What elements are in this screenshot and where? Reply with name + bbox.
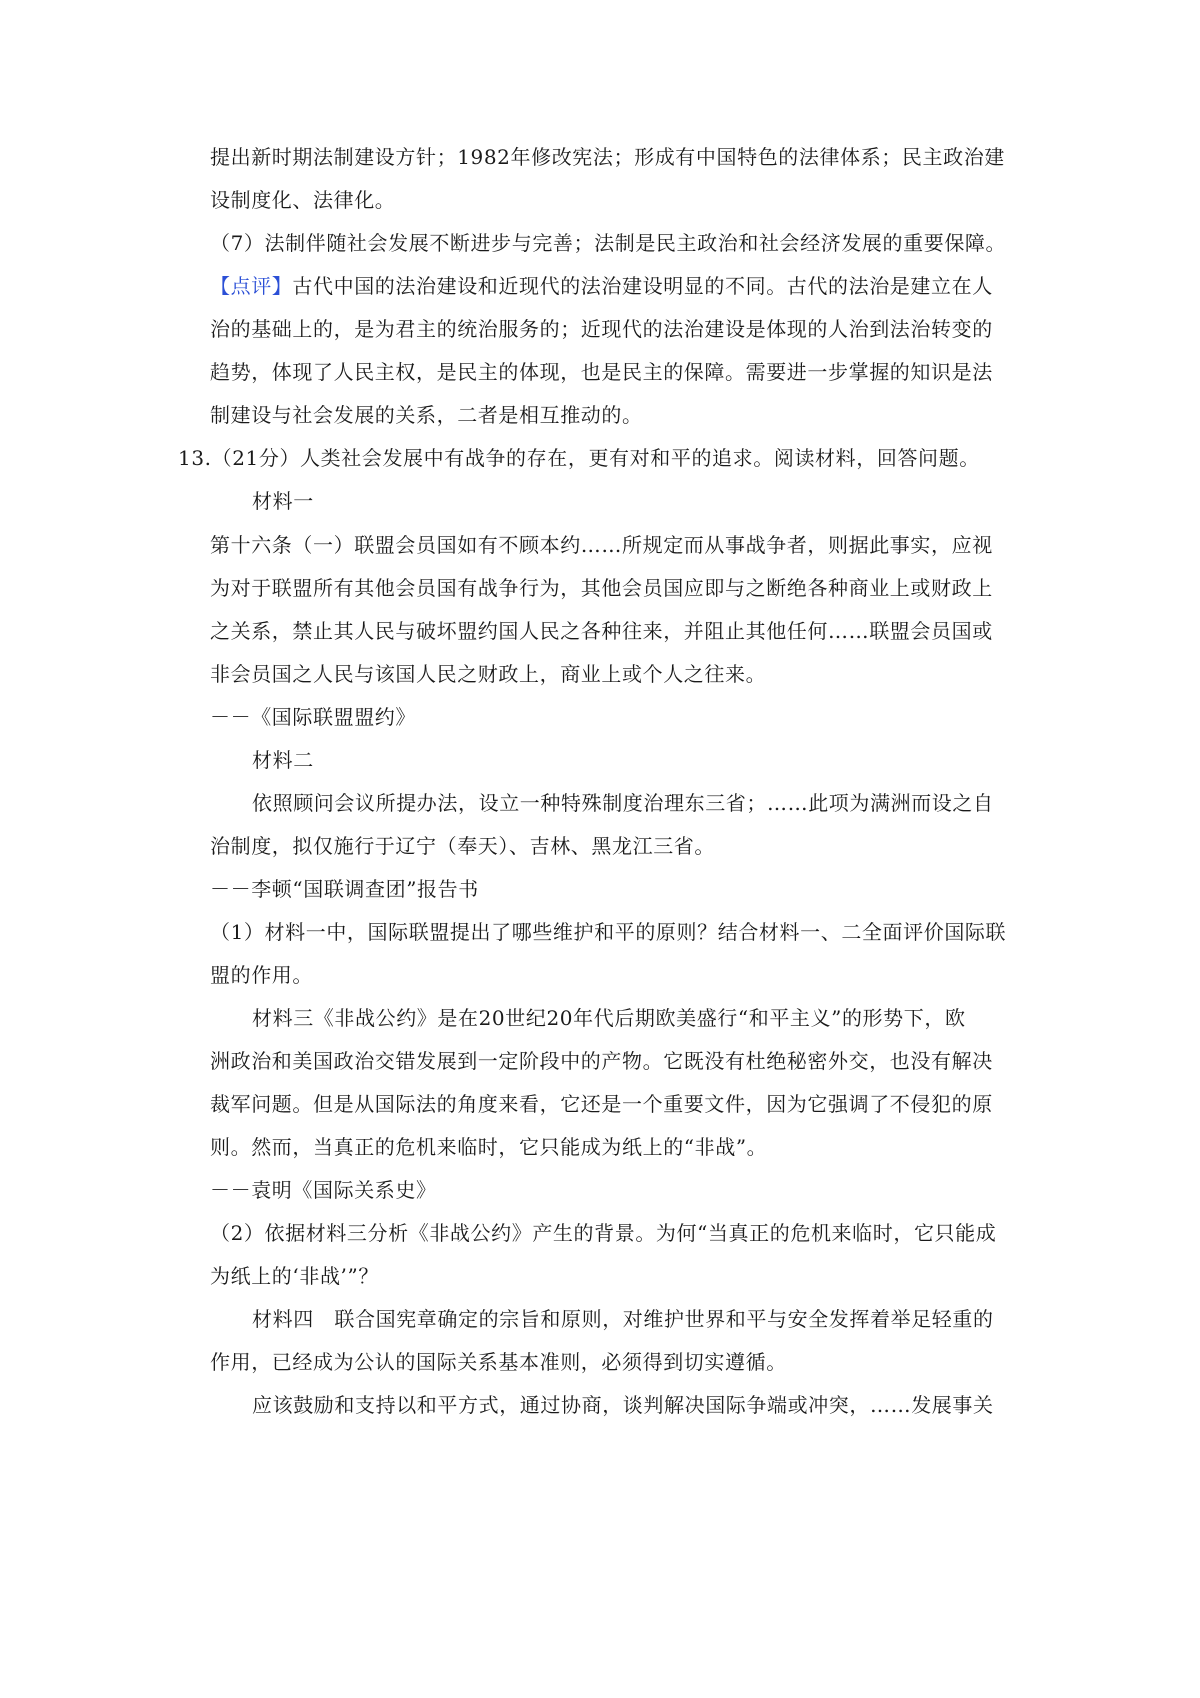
- material-3-line-3: 裁军问题。但是从国际法的角度来看，它还是一个重要文件，因为它强调了不侵犯的原: [210, 1092, 993, 1116]
- material-4-line-1: 材料四 联合国宪章确定的宗旨和原则，对维护世界和平与安全发挥着举足轻重的: [252, 1307, 994, 1331]
- material-3-line-2: 洲政治和美国政治交错发展到一定阶段中的产物。它既没有杜绝秘密外交，也没有解决: [210, 1049, 993, 1073]
- comment-line-2: 治的基础上的，是为君主的统治服务的；近现代的法治建设是体现的人治到法治转变的: [210, 317, 993, 341]
- sub-question-1-line-2: 盟的作用。: [210, 963, 313, 987]
- material-2-line-1: 依照顾问会议所提办法，设立一种特殊制度治理东三省；……此项为满洲而设之自: [252, 791, 994, 815]
- material-3-line-1: 材料三《非战公约》是在20世纪20年代后期欧美盛行“和平主义”的形势下，欧: [252, 1006, 966, 1030]
- material-3-line-4: 则。然而，当真正的危机来临时，它只能成为纸上的“非战”。: [210, 1135, 768, 1159]
- question-13-title: 13.（21分）人类社会发展中有战争的存在，更有对和平的追求。阅读材料，回答问题。: [178, 446, 980, 470]
- material-1-label: 材料一: [252, 489, 314, 513]
- material-3-source: －－袁明《国际关系史》: [210, 1178, 437, 1202]
- sub-question-2-line-2: 为纸上的‘非战’”？: [210, 1264, 379, 1288]
- comment-line-1: [210, 272, 993, 300]
- answer-line-1: 提出新时期法制建设方针；1982年修改宪法；形成有中国特色的法律体系；民主政治建: [210, 145, 1005, 169]
- material-4-line-3: 应该鼓励和支持以和平方式，通过协商，谈判解决国际争端或冲突，……发展事关: [252, 1393, 994, 1417]
- material-1-line-1: 第十六条（一）联盟会员国如有不顾本约……所规定而从事战争者，则据此事实，应视: [210, 533, 993, 557]
- material-1-line-2: 为对于联盟所有其他会员国有战争行为，其他会员国应即与之断绝各种商业上或财政上: [210, 576, 993, 600]
- answer-point-7: （7）法制伴随社会发展不断进步与完善；法制是民主政治和社会经济发展的重要保障。: [210, 231, 1007, 255]
- comment-line-3: 趋势，体现了人民主权，是民主的体现，也是民主的保障。需要进一步掌握的知识是法: [210, 360, 993, 384]
- sub-question-1-line-1: （1）材料一中，国际联盟提出了哪些维护和平的原则？结合材料一、二全面评价国际联: [210, 920, 1007, 944]
- comment-text: 古代中国的法治建设和近现代的法治建设明显的不同。古代的法治是建立在人: [292, 274, 993, 298]
- answer-line-2: 设制度化、法律化。: [210, 188, 396, 212]
- material-2-line-2: 治制度，拟仅施行于辽宁（奉天）、吉林、黑龙江三省。: [210, 834, 715, 858]
- sub-question-2-line-1: （2）依据材料三分析《非战公约》产生的背景。为何“当真正的危机来临时，它只能成: [210, 1221, 997, 1245]
- comment-line-4: 制建设与社会发展的关系，二者是相互推动的。: [210, 403, 643, 427]
- material-1-line-3: 之关系，禁止其人民与破坏盟约国人民之各种往来，并阻止其他任何……联盟会员国或: [210, 619, 993, 643]
- material-2-source: －－李顿“国联调查团”报告书: [210, 877, 479, 901]
- material-1-source: －－《国际联盟盟约》: [210, 705, 416, 729]
- material-4-line-2: 作用，已经成为公认的国际关系基本准则，必须得到切实遵循。: [210, 1350, 787, 1374]
- material-1-line-4: 非会员国之人民与该国人民之财政上，商业上或个人之往来。: [210, 662, 767, 686]
- comment-tag: 【点评】: [210, 274, 293, 298]
- material-2-label: 材料二: [252, 748, 314, 772]
